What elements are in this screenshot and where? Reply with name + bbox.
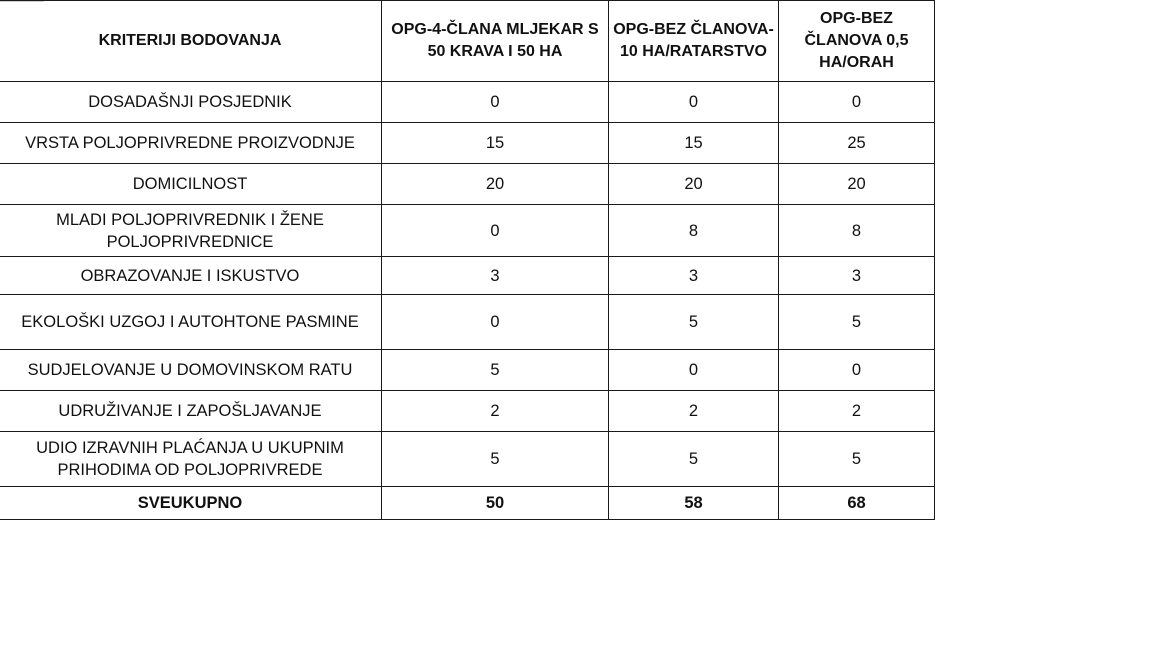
score-cell: 0 xyxy=(779,82,935,123)
criteria-cell: UDRUŽIVANJE I ZAPOŠLJAVANJE xyxy=(0,391,382,432)
score-cell: 3 xyxy=(779,257,935,295)
criteria-cell: VRSTA POLJOPRIVREDNE PROIZVODNJE xyxy=(0,123,382,164)
score-cell: 5 xyxy=(779,432,935,487)
header-opg-walnut: OPG-BEZ ČLANOVA 0,5 HA/ORAH xyxy=(779,1,935,82)
header-row xyxy=(0,1,935,82)
score-cell: 8 xyxy=(779,205,935,257)
score-cell: 5 xyxy=(609,432,779,487)
score-cell: 15 xyxy=(382,123,609,164)
table-row xyxy=(0,295,935,350)
table-row xyxy=(0,82,935,123)
table-row xyxy=(0,205,935,257)
total-score-cell: 50 xyxy=(382,487,609,520)
table-row xyxy=(0,164,935,205)
score-cell: 25 xyxy=(779,123,935,164)
score-cell: 0 xyxy=(779,350,935,391)
header-opg-dairy: OPG-4-ČLANA MLJEKAR S 50 KRAVA I 50 HA xyxy=(382,1,609,82)
criteria-cell: DOMICILNOST xyxy=(0,164,382,205)
criteria-cell: OBRAZOVANJE I ISKUSTVO xyxy=(0,257,382,295)
score-cell: 5 xyxy=(609,295,779,350)
table-row xyxy=(0,123,935,164)
score-cell: 5 xyxy=(382,350,609,391)
criteria-cell: SUDJELOVANJE U DOMOVINSKOM RATU xyxy=(0,350,382,391)
table-row xyxy=(0,432,935,487)
score-cell: 3 xyxy=(382,257,609,295)
score-cell: 2 xyxy=(609,391,779,432)
criteria-cell: EKOLOŠKI UZGOJ I AUTOHTONE PASMINE xyxy=(0,295,382,350)
score-cell: 20 xyxy=(609,164,779,205)
header-opg-crops: OPG-BEZ ČLANOVA-10 HA/RATARSTVO xyxy=(609,1,779,82)
criteria-cell: DOSADAŠNJI POSJEDNIK xyxy=(0,82,382,123)
score-cell: 8 xyxy=(609,205,779,257)
header-criteria: KRITERIJI BODOVANJA xyxy=(0,1,382,82)
score-cell: 2 xyxy=(779,391,935,432)
score-cell: 3 xyxy=(609,257,779,295)
score-cell: 0 xyxy=(382,295,609,350)
total-score-cell: 68 xyxy=(779,487,935,520)
score-cell: 0 xyxy=(382,82,609,123)
total-score-cell: 58 xyxy=(609,487,779,520)
score-cell: 0 xyxy=(609,350,779,391)
table-row xyxy=(0,350,935,391)
score-cell: 0 xyxy=(382,205,609,257)
score-cell: 20 xyxy=(779,164,935,205)
score-cell: 5 xyxy=(382,432,609,487)
table-row xyxy=(0,257,935,295)
table-row xyxy=(0,391,935,432)
score-cell: 20 xyxy=(382,164,609,205)
score-cell: 5 xyxy=(779,295,935,350)
score-cell: 15 xyxy=(609,123,779,164)
total-label: SVEUKUPNO xyxy=(0,487,382,520)
criteria-cell: MLADI POLJOPRIVREDNIK I ŽENE POLJOPRIVREDNICE xyxy=(0,205,382,257)
total-row xyxy=(0,487,935,520)
score-cell: 2 xyxy=(382,391,609,432)
criteria-cell: UDIO IZRAVNIH PLAĆANJA U UKUPNIM PRIHODIMA OD POLJOPRIVREDE xyxy=(0,432,382,487)
score-cell: 0 xyxy=(609,82,779,123)
